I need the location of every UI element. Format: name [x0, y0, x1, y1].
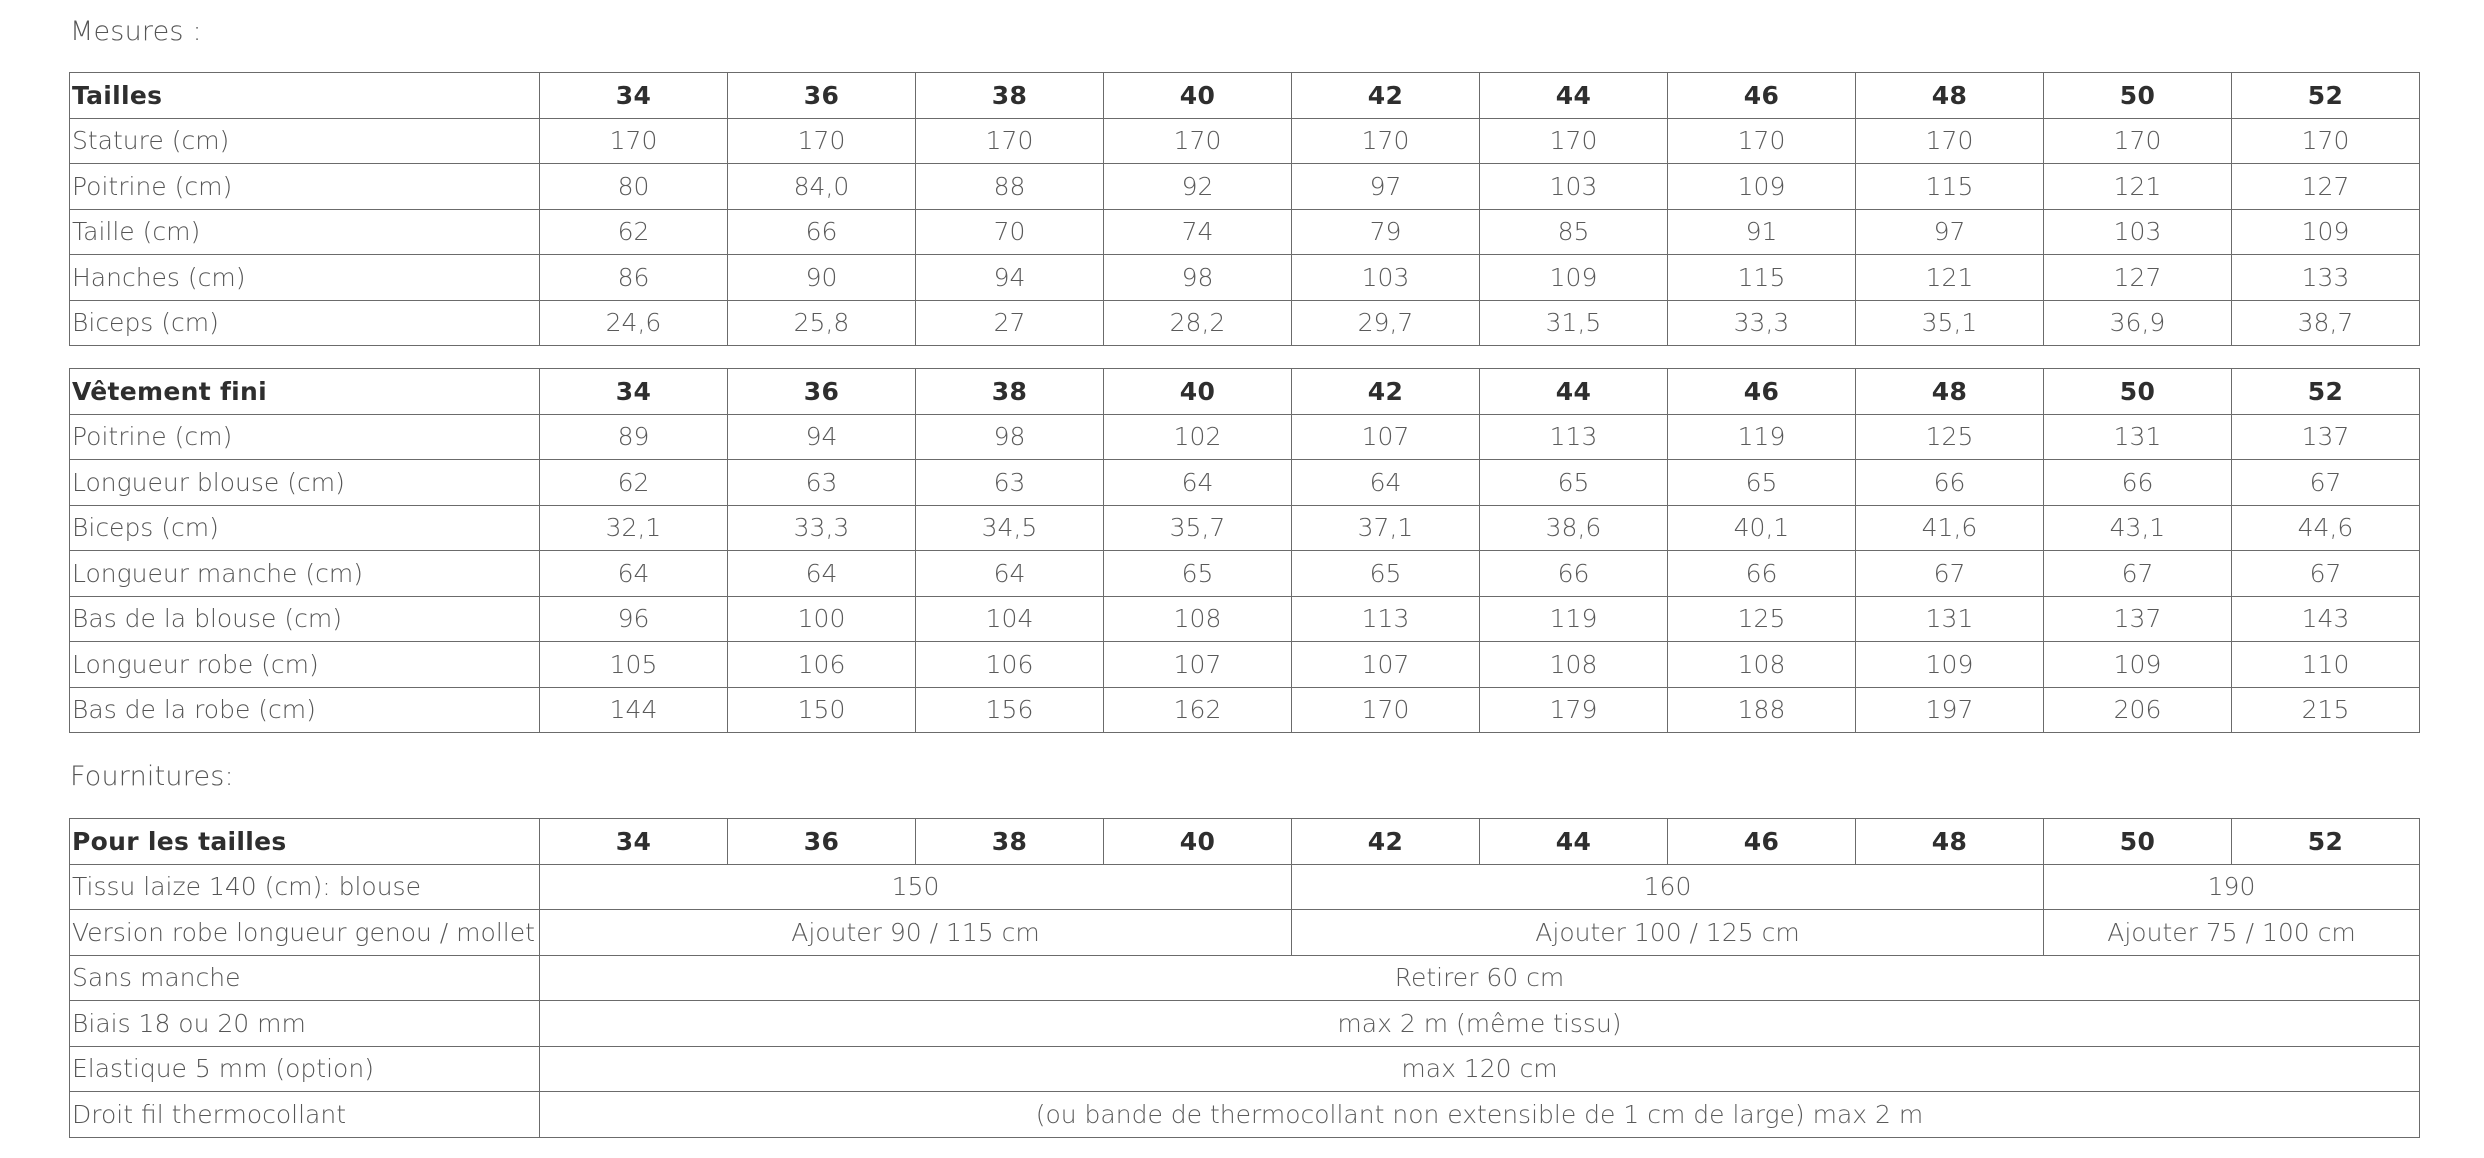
row-label: Biceps (cm): [70, 505, 540, 551]
table-cell: 67: [2232, 551, 2420, 597]
table-cell: 96: [540, 596, 728, 642]
table-row: [70, 164, 2420, 210]
table-cell: 25,8: [728, 300, 916, 346]
table-cell: 170: [1856, 118, 2044, 164]
size-header: 50: [2044, 73, 2232, 119]
table-cell: 107: [1292, 414, 1480, 460]
table-cell: 66: [1856, 460, 2044, 506]
table-cell: 137: [2044, 596, 2232, 642]
table-cell: 98: [916, 414, 1104, 460]
table-row: [70, 642, 2420, 688]
table-cell: 80: [540, 164, 728, 210]
size-header: 52: [2232, 73, 2420, 119]
table-cell: 170: [540, 118, 728, 164]
table-cell: 115: [1856, 164, 2044, 210]
table-cell: 63: [728, 460, 916, 506]
table-cell: 29,7: [1292, 300, 1480, 346]
table-cell: 66: [1480, 551, 1668, 597]
table-cell: 66: [1668, 551, 1856, 597]
supplies-table: [69, 818, 2420, 1138]
merged-cell: 190: [2044, 864, 2420, 910]
table-cell: 107: [1104, 642, 1292, 688]
table-cell: 34,5: [916, 505, 1104, 551]
table-cell: 94: [728, 414, 916, 460]
size-header: 34: [540, 819, 728, 865]
size-header: 38: [916, 369, 1104, 415]
finished-garment-table: [69, 368, 2420, 733]
table-cell: 105: [540, 642, 728, 688]
table-cell: 67: [1856, 551, 2044, 597]
row-label: Stature (cm): [70, 118, 540, 164]
table-cell: 170: [2232, 118, 2420, 164]
table-cell: 67: [2044, 551, 2232, 597]
table-cell: 108: [1104, 596, 1292, 642]
table-row: [70, 118, 2420, 164]
table-cell: 108: [1480, 642, 1668, 688]
table-cell: 32,1: [540, 505, 728, 551]
size-header: 42: [1292, 819, 1480, 865]
table-cell: 103: [2044, 209, 2232, 255]
row-label: Longueur blouse (cm): [70, 460, 540, 506]
row-label: Taille (cm): [70, 209, 540, 255]
table-cell: 103: [1480, 164, 1668, 210]
table-row: [70, 300, 2420, 346]
table-cell: 100: [728, 596, 916, 642]
table-cell: 110: [2232, 642, 2420, 688]
row-label: Longueur robe (cm): [70, 642, 540, 688]
table-cell: 88: [916, 164, 1104, 210]
table-cell: 63: [916, 460, 1104, 506]
table-cell: 64: [728, 551, 916, 597]
table-cell: 125: [1856, 414, 2044, 460]
size-header: 50: [2044, 819, 2232, 865]
merged-cell: Retirer 60 cm: [540, 955, 2420, 1001]
row-label: Biceps (cm): [70, 300, 540, 346]
table-cell: 36,9: [2044, 300, 2232, 346]
table-cell: 24,6: [540, 300, 728, 346]
table-cell: 170: [2044, 118, 2232, 164]
size-header: 40: [1104, 73, 1292, 119]
table-cell: 70: [916, 209, 1104, 255]
table-cell: 127: [2232, 164, 2420, 210]
row-label: Poitrine (cm): [70, 164, 540, 210]
table-cell: 66: [728, 209, 916, 255]
table-cell: 127: [2044, 255, 2232, 301]
table-cell: 43,1: [2044, 505, 2232, 551]
table-cell: 85: [1480, 209, 1668, 255]
table-cell: 79: [1292, 209, 1480, 255]
merged-cell: Ajouter 90 / 115 cm: [540, 910, 1292, 956]
size-header: 38: [916, 819, 1104, 865]
table-cell: 97: [1856, 209, 2044, 255]
measurements-table: [69, 72, 2420, 346]
size-header: 52: [2232, 819, 2420, 865]
size-header: 48: [1856, 73, 2044, 119]
table-cell: 64: [540, 551, 728, 597]
size-header: 52: [2232, 369, 2420, 415]
table-cell: 162: [1104, 687, 1292, 733]
header-label: Tailles: [70, 73, 540, 119]
table-cell: 109: [1856, 642, 2044, 688]
table-cell: 119: [1668, 414, 1856, 460]
table-cell: 170: [1292, 118, 1480, 164]
table-cell: 150: [728, 687, 916, 733]
size-header: 34: [540, 369, 728, 415]
merged-cell: Ajouter 75 / 100 cm: [2044, 910, 2420, 956]
table-cell: 215: [2232, 687, 2420, 733]
table-cell: 109: [1668, 164, 1856, 210]
table-cell: 33,3: [728, 505, 916, 551]
size-header: 46: [1668, 369, 1856, 415]
table-cell: 66: [2044, 460, 2232, 506]
table-cell: 65: [1292, 551, 1480, 597]
supplies-body: [70, 864, 2420, 1137]
merged-cell: Ajouter 100 / 125 cm: [1292, 910, 2044, 956]
table-cell: 33,3: [1668, 300, 1856, 346]
header-label: Vêtement fini: [70, 369, 540, 415]
row-label: Hanches (cm): [70, 255, 540, 301]
table-row: [70, 910, 2420, 956]
size-header: 46: [1668, 819, 1856, 865]
table-row: [70, 1092, 2420, 1138]
merged-cell: max 120 cm: [540, 1046, 2420, 1092]
table-cell: 35,1: [1856, 300, 2044, 346]
table-cell: 92: [1104, 164, 1292, 210]
section-label-fournitures: Fournitures:: [70, 761, 234, 792]
table-cell: 188: [1668, 687, 1856, 733]
size-header: 36: [728, 73, 916, 119]
table-cell: 31,5: [1480, 300, 1668, 346]
size-header: 42: [1292, 369, 1480, 415]
table-row: [70, 414, 2420, 460]
size-header: 50: [2044, 369, 2232, 415]
size-header: 40: [1104, 819, 1292, 865]
table-cell: 170: [1292, 687, 1480, 733]
table-cell: 65: [1104, 551, 1292, 597]
table-cell: 98: [1104, 255, 1292, 301]
table-row: [70, 1001, 2420, 1047]
table-cell: 121: [1856, 255, 2044, 301]
row-label: Poitrine (cm): [70, 414, 540, 460]
table-cell: 170: [1668, 118, 1856, 164]
table-cell: 125: [1668, 596, 1856, 642]
table-cell: 91: [1668, 209, 1856, 255]
table-row: [70, 209, 2420, 255]
table-cell: 113: [1480, 414, 1668, 460]
table-cell: 64: [1292, 460, 1480, 506]
table-cell: 179: [1480, 687, 1668, 733]
table-cell: 74: [1104, 209, 1292, 255]
table-cell: 37,1: [1292, 505, 1480, 551]
row-label: Version robe longueur genou / mollet: [70, 910, 540, 956]
table-cell: 35,7: [1104, 505, 1292, 551]
size-header: 44: [1480, 369, 1668, 415]
table-cell: 86: [540, 255, 728, 301]
table-cell: 119: [1480, 596, 1668, 642]
table-cell: 109: [2044, 642, 2232, 688]
row-label: Longueur manche (cm): [70, 551, 540, 597]
row-label: Bas de la robe (cm): [70, 687, 540, 733]
size-header: 34: [540, 73, 728, 119]
table-header-row: [70, 369, 2420, 415]
table-header-row: [70, 73, 2420, 119]
section-label-mesures: Mesures :: [70, 16, 202, 47]
merged-cell: 160: [1292, 864, 2044, 910]
row-label: Sans manche: [70, 955, 540, 1001]
table-cell: 107: [1292, 642, 1480, 688]
table-row: [70, 460, 2420, 506]
table-cell: 106: [916, 642, 1104, 688]
table-cell: 144: [540, 687, 728, 733]
size-header: 38: [916, 73, 1104, 119]
table-cell: 206: [2044, 687, 2232, 733]
row-label: Elastique 5 mm (option): [70, 1046, 540, 1092]
table-cell: 115: [1668, 255, 1856, 301]
size-header: 48: [1856, 369, 2044, 415]
table-cell: 27: [916, 300, 1104, 346]
merged-cell: (ou bande de thermocollant non extensible de 1 cm de large) max 2 m: [540, 1092, 2420, 1138]
size-header: 44: [1480, 73, 1668, 119]
table-cell: 38,6: [1480, 505, 1668, 551]
size-header: 42: [1292, 73, 1480, 119]
table-cell: 131: [1856, 596, 2044, 642]
table-cell: 103: [1292, 255, 1480, 301]
table-row: [70, 505, 2420, 551]
row-label: Droit fil thermocollant: [70, 1092, 540, 1138]
table-cell: 94: [916, 255, 1104, 301]
table-cell: 67: [2232, 460, 2420, 506]
table-cell: 97: [1292, 164, 1480, 210]
table-header-row: [70, 819, 2420, 865]
merged-cell: 150: [540, 864, 1292, 910]
table-cell: 197: [1856, 687, 2044, 733]
table-row: [70, 551, 2420, 597]
table-cell: 102: [1104, 414, 1292, 460]
table-cell: 90: [728, 255, 916, 301]
table-cell: 62: [540, 460, 728, 506]
table-cell: 38,7: [2232, 300, 2420, 346]
size-header: 48: [1856, 819, 2044, 865]
merged-cell: max 2 m (même tissu): [540, 1001, 2420, 1047]
table-cell: 64: [1104, 460, 1292, 506]
table-cell: 170: [728, 118, 916, 164]
table-cell: 133: [2232, 255, 2420, 301]
table-cell: 131: [2044, 414, 2232, 460]
table-cell: 121: [2044, 164, 2232, 210]
table-row: [70, 596, 2420, 642]
table-row: [70, 255, 2420, 301]
row-label: Biais 18 ou 20 mm: [70, 1001, 540, 1047]
table-cell: 104: [916, 596, 1104, 642]
measurements-body: [70, 118, 2420, 346]
row-label: Tissu laize 140 (cm): blouse: [70, 864, 540, 910]
table-cell: 89: [540, 414, 728, 460]
row-label: Bas de la blouse (cm): [70, 596, 540, 642]
finished-garment-body: [70, 414, 2420, 733]
table-cell: 62: [540, 209, 728, 255]
table-cell: 65: [1480, 460, 1668, 506]
table-cell: 137: [2232, 414, 2420, 460]
table-cell: 170: [916, 118, 1104, 164]
size-header: 44: [1480, 819, 1668, 865]
size-header: 36: [728, 369, 916, 415]
table-cell: 40,1: [1668, 505, 1856, 551]
table-cell: 170: [1104, 118, 1292, 164]
size-header: 36: [728, 819, 916, 865]
table-cell: 64: [916, 551, 1104, 597]
table-cell: 156: [916, 687, 1104, 733]
table-cell: 109: [1480, 255, 1668, 301]
header-label: Pour les tailles: [70, 819, 540, 865]
size-header: 40: [1104, 369, 1292, 415]
table-cell: 84,0: [728, 164, 916, 210]
table-cell: 170: [1480, 118, 1668, 164]
size-header: 46: [1668, 73, 1856, 119]
table-row: [70, 1046, 2420, 1092]
table-cell: 113: [1292, 596, 1480, 642]
table-cell: 41,6: [1856, 505, 2044, 551]
table-cell: 65: [1668, 460, 1856, 506]
table-cell: 109: [2232, 209, 2420, 255]
table-cell: 106: [728, 642, 916, 688]
table-cell: 108: [1668, 642, 1856, 688]
table-row: [70, 955, 2420, 1001]
table-cell: 44,6: [2232, 505, 2420, 551]
table-cell: 28,2: [1104, 300, 1292, 346]
table-row: [70, 687, 2420, 733]
table-row: [70, 864, 2420, 910]
table-cell: 143: [2232, 596, 2420, 642]
